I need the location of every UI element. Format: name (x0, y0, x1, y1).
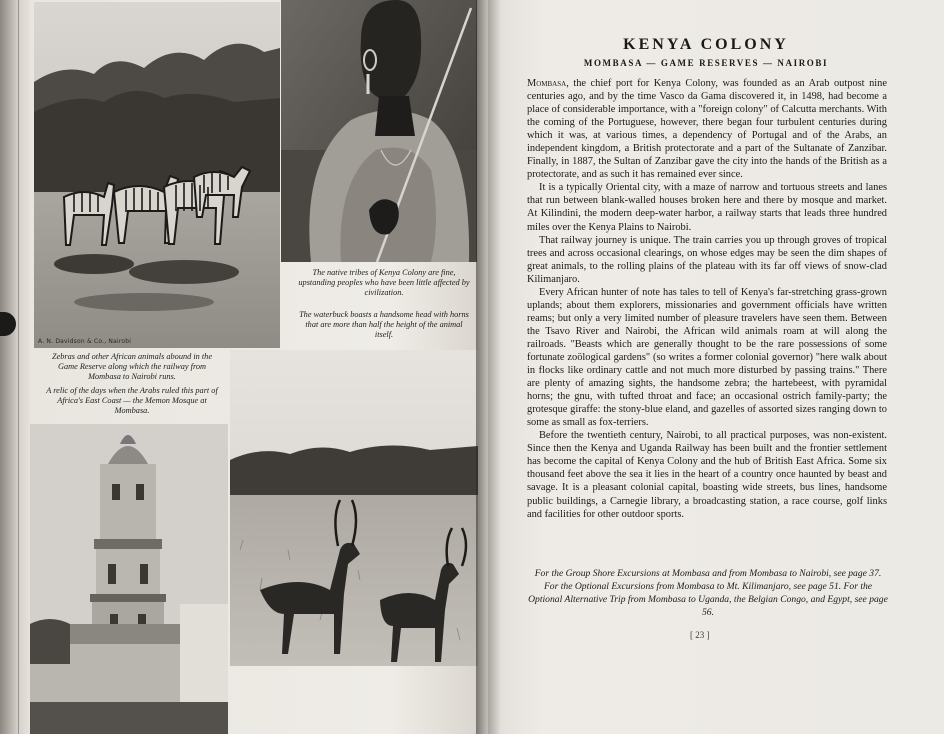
page-subtitle: MOMBASA — GAME RESERVES — NAIROBI (583, 58, 829, 68)
paragraph-3: That railway journey is unique. The train carries you up through groves of tropical trees and across occasional clearings, on whose edges may be seen the dim shapes of great animals, to the rolling plains of the plateau with its far off views of snow-clad Kilimanjaro. (527, 234, 887, 285)
page-title: KENYA COLONY (623, 36, 789, 53)
waterbuck-photo (230, 350, 478, 666)
paragraph-1-text: , the chief port for Kenya Colony, was founded as an Arab outpost nine centuries ago, and by the time Vasco da Gama discovered it, in 1498, had become a place of considerable importance, with a "foreign colony" of Calcutta merchants. With the coming of the Portuguese, however, there began four turbulent centuries during which it was, at various times, a dependency of Portugal and of the Arabs, an independent kingdom, a British protectorate and a part of the Sultanate of Zanzibar. Finally, in 1887, the Sultan of Zanzibar gave the city into the hands of the British as a protectorate, and as such it has remained ever since. (527, 78, 887, 181)
gutter-shadow (476, 0, 500, 734)
page-edge-line (18, 0, 19, 734)
paragraph-1 (527, 77, 887, 181)
photo-credit: A. N. Davidson & Co., Nairobi (38, 338, 132, 345)
mosque-photo (30, 424, 228, 734)
paragraph-4: Every African hunter of note has tales to tell of Kenya's far-stretching grass-grown uplands; about them explorers, missionaries and government officials have written reams; but only a very limited number of pleasure travelers have seen them. Between the Tsavo River and Nairobi, the African wild animals roam at will along the railroads. "Beasts which are generally thought to be the rare possessions of some fortunate zoölogical gardens" (so writes a former colonial governor) "here walk about in flocks like ordinary cattle and not much more disturbed by passing trains." There are plenty of amazing sights, the handsome zebra; the hartebeest, with pyramidal horns; the gnu, with tufted throat and face; an occasional ostrich family-party; the grotesque giraffe: the stony-blue eland, and gazelles of assorted sizes ranging down to some as small as fox-terriers. (527, 286, 887, 429)
page-number: [ 23 ] (690, 630, 710, 640)
excursion-notes (527, 567, 889, 619)
masai-caption: The native tribes of Kenya Colony are fine, upstanding peoples who have been little affected by civilization. (298, 268, 470, 297)
excursion-note: For the Group Shore Excursions at Mombasa and from Mombasa to Nairobi, see page 37. For the Optional Excursions from Mombasa to Mt. Kilimanjaro, see page 51. For the Optional Alternative Trip from Mombasa to Uganda, the Belgian Congo, and Egypt, see page 56. (528, 568, 888, 618)
mosque-caption: A relic of the days when the Arabs ruled this part of Africa's East Coast — the Memon Mosque at Mombasa. (46, 386, 218, 415)
zebras-caption: Zebras and other African animals abound in the Game Reserve along which the railway from Mombasa to Nairobi runs. (51, 352, 213, 381)
paragraph-2: It is a typically Oriental city, with a maze of narrow and tortuous streets and lanes that run between blank-walled houses broken here and there by mosque and market. At Kilindini, the modern deep-water harbor, a railway starts that leads three hundred miles over the Kenya Plains to Nairobi. (527, 182, 887, 233)
paragraph-5: Before the twentieth century, Nairobi, to all practical purposes, was non-existent. Since then the Kenya and Uganda Railway has been built and the frontier settlement has become the capital of Kenya Colony and the hub of British East Africa. Some six thousand feet above the sea it lies in the heart of a country once haunted by beast and savage. It is a pleasant colonial capital, boasting wide streets, bus lines, handsome public buildings, a Carnegie library, a broadcasting station, a race course, golf links and facilities for other outdoor sports. (527, 430, 887, 520)
masai-warrior-photo (281, 0, 477, 262)
page-edge (0, 0, 30, 734)
lead-word: Mombasa (527, 78, 567, 89)
article-body (527, 77, 887, 521)
zebra-photo (34, 2, 280, 348)
waterbuck-caption: The waterbuck boasts a handsome head with horns that are more than half the height of the animal itself. (299, 310, 469, 339)
